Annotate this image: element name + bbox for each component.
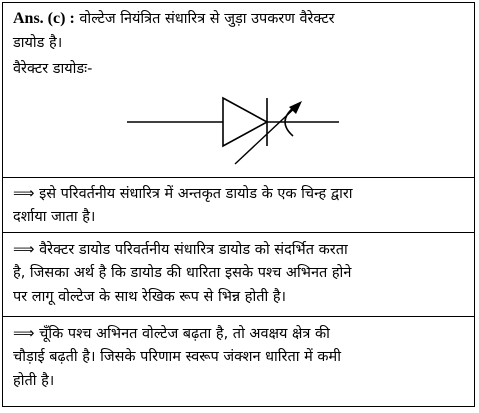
varactor-diode-symbol-icon bbox=[121, 88, 347, 168]
point-2-line-2: है, जिसका अर्थ है कि डायोड की धारिता इसके पश्च अभिनत होने bbox=[13, 265, 352, 281]
point-2-line-3: पर लागू वोल्टेज के साथ रेखिक रूप से भिन्न होती है। bbox=[13, 289, 287, 305]
answer-intro-line-1 bbox=[13, 9, 335, 29]
point-2-line-1 bbox=[13, 239, 348, 260]
point-3-line-2: चौड़ाई बढ़ती है। जिसके परिणाम स्वरूप जंक्शन धारिता में कमी bbox=[13, 349, 341, 365]
divider bbox=[3, 177, 474, 178]
point-3-line-1 bbox=[13, 323, 330, 344]
point-2-text: वैरेक्टर डायोड परिवर्तनीय संधारित्र डायोड को संदर्भित करता bbox=[39, 242, 348, 258]
answer-intro-text: वोल्टेज नियंत्रित संधारित्र से जुड़ा उपकरण वैरेक्टर bbox=[79, 11, 335, 27]
point-1-line-2: दर्शाया जाता है। bbox=[13, 209, 96, 225]
point-3-text: चूँकि पश्च अभिनत वोल्टेज बढ़ता है, तो अवक्षय क्षेत्र की bbox=[39, 326, 330, 342]
point-1-line-1 bbox=[13, 183, 353, 204]
answer-box bbox=[2, 2, 475, 407]
answer-label: Ans. (c) : bbox=[13, 10, 75, 27]
double-arrow-icon: ⟹ bbox=[13, 240, 35, 258]
double-arrow-icon: ⟹ bbox=[13, 324, 35, 342]
point-3-line-3: होती है। bbox=[13, 373, 55, 389]
answer-intro-line-2: डायोड है। bbox=[13, 35, 63, 51]
divider bbox=[3, 316, 474, 317]
double-arrow-icon: ⟹ bbox=[13, 184, 35, 202]
section-heading: वैरेक्टर डायोडः- bbox=[13, 61, 93, 77]
divider bbox=[3, 232, 474, 233]
point-1-text: इसे परिवर्तनीय संधारित्र में अन्तकृत डायोड के एक चिन्ह द्वारा bbox=[39, 186, 353, 202]
